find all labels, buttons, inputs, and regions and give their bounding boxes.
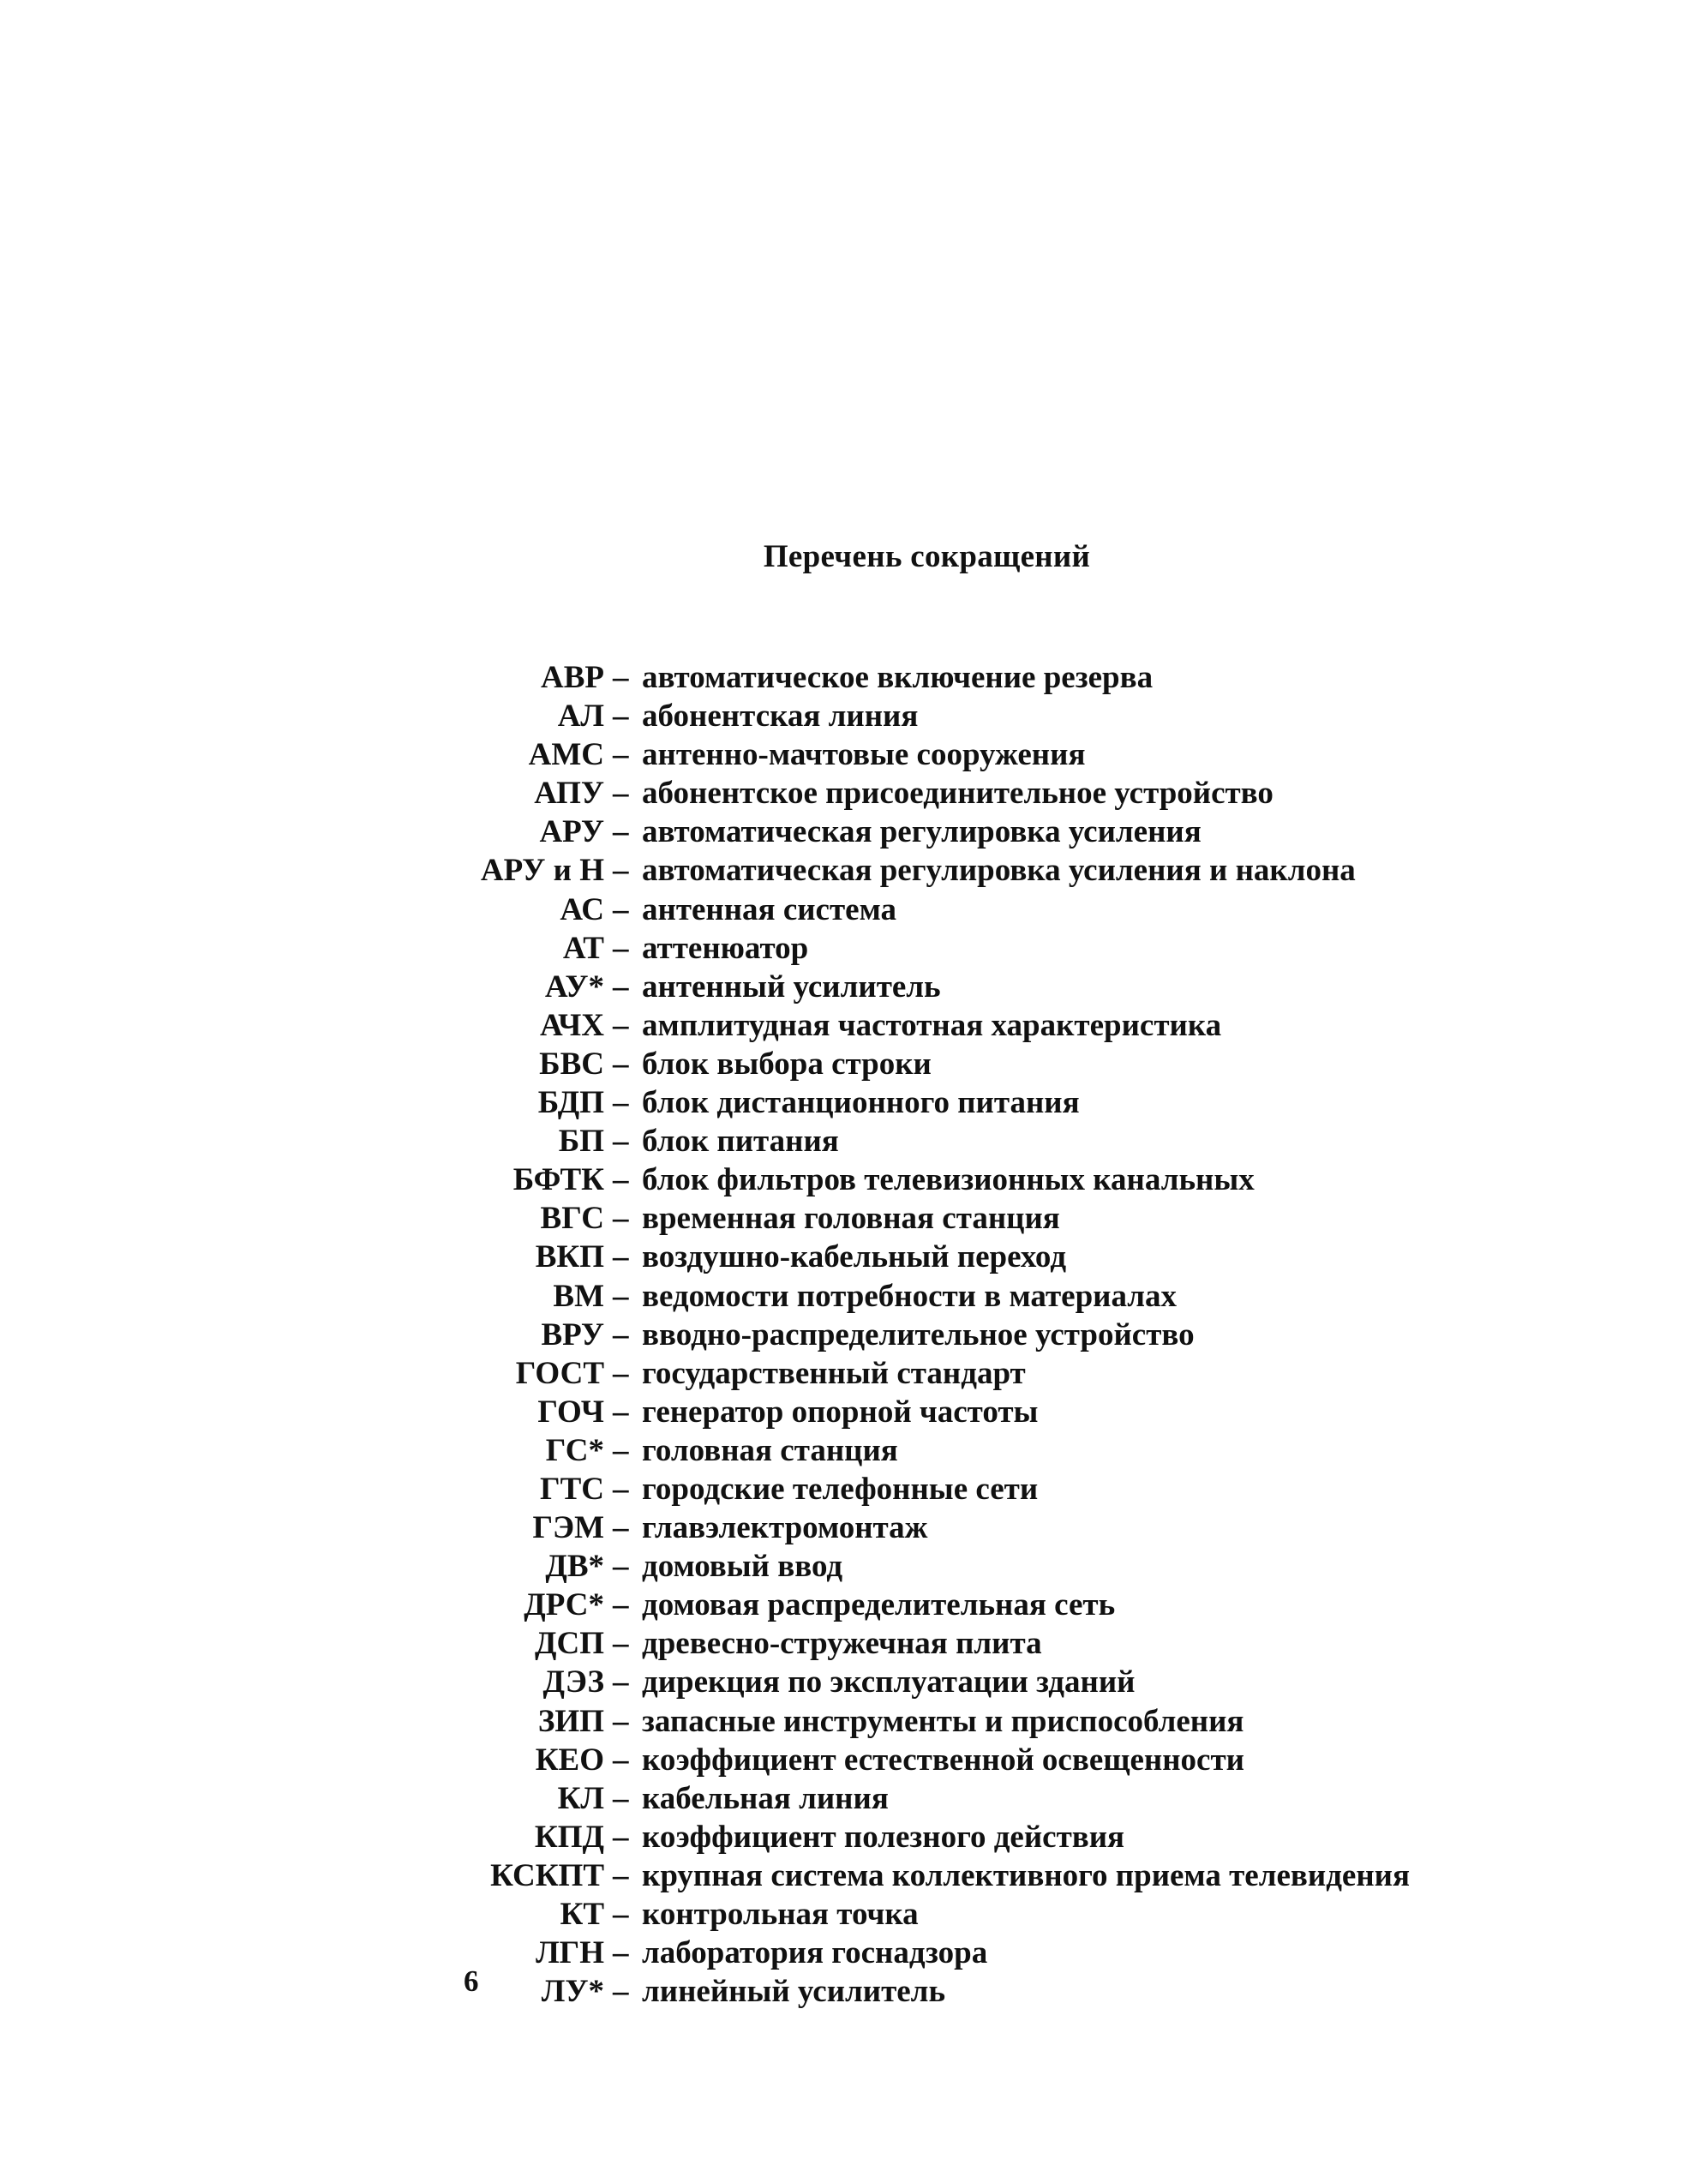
dash-separator: – xyxy=(613,891,629,927)
abbreviation-term: АЧХ xyxy=(540,1007,604,1043)
list-item xyxy=(0,1508,1708,1547)
dash-separator: – xyxy=(613,1742,629,1778)
list-item xyxy=(0,1779,1708,1818)
abbreviation-term: ГС* xyxy=(545,1432,604,1468)
list-item xyxy=(0,1006,1708,1045)
dash-separator: – xyxy=(613,1703,629,1739)
abbreviation-definition: дирекция по эксплуатации зданий xyxy=(642,1664,1136,1700)
dash-separator: – xyxy=(613,1085,629,1121)
abbreviation-term: ГОЧ xyxy=(537,1394,604,1430)
abbreviation-definition: антенный усилитель xyxy=(642,969,941,1005)
list-item xyxy=(0,1160,1708,1199)
dash-separator: – xyxy=(613,776,629,812)
list-item xyxy=(0,735,1708,774)
list-item xyxy=(0,1277,1708,1316)
dash-separator: – xyxy=(613,1549,629,1585)
dash-separator: – xyxy=(613,1007,629,1043)
abbreviation-term: ДЭЗ xyxy=(542,1664,604,1700)
abbreviation-definition: ведомости потребности в материалах xyxy=(642,1278,1178,1314)
dash-separator: – xyxy=(613,1819,629,1855)
abbreviation-term: АУ* xyxy=(544,969,604,1005)
list-item xyxy=(0,968,1708,1006)
dash-separator: – xyxy=(613,1394,629,1430)
dash-separator: – xyxy=(613,1201,629,1237)
abbreviation-definition: коэффициент полезного действия xyxy=(642,1819,1125,1855)
abbreviation-term: АВР xyxy=(541,660,604,695)
abbreviation-definition: головная станция xyxy=(642,1432,898,1468)
abbreviation-term: АС xyxy=(560,891,604,927)
abbreviation-term: ВРУ xyxy=(541,1316,604,1352)
abbreviation-term: ВМ xyxy=(553,1278,604,1314)
dash-separator: – xyxy=(613,699,629,735)
abbreviation-term: ВКП xyxy=(535,1239,604,1275)
abbreviation-term: ГЭМ xyxy=(532,1510,604,1546)
abbreviation-list xyxy=(0,658,1708,2011)
dash-separator: – xyxy=(613,1046,629,1082)
list-item xyxy=(0,658,1708,697)
list-item xyxy=(0,1083,1708,1122)
dash-separator: – xyxy=(613,1587,629,1623)
abbreviation-term: ЛГН xyxy=(536,1935,604,1971)
list-item xyxy=(0,1393,1708,1431)
list-item xyxy=(0,1856,1708,1895)
dash-separator: – xyxy=(613,1355,629,1391)
list-item xyxy=(0,1972,1708,2011)
list-item xyxy=(0,1663,1708,1701)
abbreviation-term: ЗИП xyxy=(537,1703,604,1739)
abbreviation-definition: автоматическая регулировка усиления и наклона xyxy=(642,853,1356,889)
abbreviation-definition: автоматическое включение резерва xyxy=(642,660,1154,695)
abbreviation-term: АЛ xyxy=(557,699,604,735)
list-item xyxy=(0,1199,1708,1238)
dash-separator: – xyxy=(613,1124,629,1160)
abbreviation-term: ДВ* xyxy=(545,1549,604,1585)
dash-separator: – xyxy=(613,1239,629,1275)
abbreviation-definition: домовый ввод xyxy=(642,1549,843,1585)
list-item xyxy=(0,1122,1708,1160)
abbreviation-term: КЕО xyxy=(535,1742,604,1778)
dash-separator: – xyxy=(613,1780,629,1816)
abbreviation-definition: контрольная точка xyxy=(642,1897,919,1932)
abbreviation-term: БДП xyxy=(537,1085,604,1121)
abbreviation-term: КТ xyxy=(560,1897,604,1932)
dash-separator: – xyxy=(613,660,629,695)
abbreviation-definition: линейный усилитель xyxy=(642,1974,946,2010)
abbreviation-term: ЛУ* xyxy=(541,1974,604,2010)
abbreviation-term: АРУ и Н xyxy=(480,853,604,889)
dash-separator: – xyxy=(613,1974,629,2010)
abbreviation-definition: древесно-стружечная плита xyxy=(642,1626,1042,1662)
list-item xyxy=(0,1431,1708,1470)
dash-separator: – xyxy=(613,1471,629,1507)
abbreviation-definition: запасные инструменты и приспособления xyxy=(642,1703,1244,1739)
abbreviation-term: АРУ xyxy=(539,814,604,850)
dash-separator: – xyxy=(613,969,629,1005)
abbreviation-term: БВС xyxy=(539,1046,604,1082)
abbreviation-term: КЛ xyxy=(557,1780,604,1816)
list-item xyxy=(0,1741,1708,1779)
list-item xyxy=(0,891,1708,929)
dash-separator: – xyxy=(613,1162,629,1198)
abbreviation-term: ДСП xyxy=(535,1626,604,1662)
dash-separator: – xyxy=(613,1857,629,1893)
abbreviation-term: АМС xyxy=(528,737,604,773)
abbreviation-definition: амплитудная частотная характеристика xyxy=(642,1007,1222,1043)
dash-separator: – xyxy=(613,1664,629,1700)
dash-separator: – xyxy=(613,814,629,850)
abbreviation-term: ДРС* xyxy=(524,1587,604,1623)
abbreviation-definition: автоматическая регулировка усиления xyxy=(642,814,1202,850)
abbreviation-definition: вводно-распределительное устройство xyxy=(642,1316,1195,1352)
abbreviation-term: ВГС xyxy=(540,1201,604,1237)
abbreviation-definition: блок фильтров телевизионных канальных xyxy=(642,1162,1255,1198)
list-item xyxy=(0,1624,1708,1663)
list-item xyxy=(0,1354,1708,1393)
list-item xyxy=(0,774,1708,813)
abbreviation-definition: лаборатория госнадзора xyxy=(642,1935,988,1971)
abbreviation-definition: абонентская линия xyxy=(642,699,919,735)
list-item xyxy=(0,813,1708,851)
abbreviation-definition: коэффициент естественной освещенности xyxy=(642,1742,1244,1778)
abbreviation-definition: крупная система коллективного приема телевидения xyxy=(642,1857,1411,1893)
abbreviation-definition: абонентское присоединительное устройство xyxy=(642,776,1274,812)
list-item xyxy=(0,1547,1708,1586)
abbreviation-definition: городские телефонные сети xyxy=(642,1471,1039,1507)
dash-separator: – xyxy=(613,1935,629,1971)
abbreviation-definition: антенно-мачтовые сооружения xyxy=(642,737,1086,773)
abbreviation-term: АПУ xyxy=(534,776,604,812)
list-item xyxy=(0,697,1708,735)
dash-separator: – xyxy=(613,1626,629,1662)
abbreviation-term: ГОСТ xyxy=(515,1355,604,1391)
abbreviation-definition: кабельная линия xyxy=(642,1780,889,1816)
list-item xyxy=(0,1934,1708,1972)
abbreviation-definition: аттенюатор xyxy=(642,930,809,966)
abbreviation-definition: блок дистанционного питания xyxy=(642,1085,1080,1121)
abbreviation-definition: генератор опорной частоты xyxy=(642,1394,1039,1430)
abbreviation-term: КСКПТ xyxy=(490,1857,604,1893)
list-item xyxy=(0,851,1708,890)
dash-separator: – xyxy=(613,1510,629,1546)
dash-separator: – xyxy=(613,1897,629,1932)
abbreviation-definition: антенная система xyxy=(642,891,897,927)
abbreviation-term: БФТК xyxy=(512,1162,604,1198)
abbreviation-definition: домовая распределительная сеть xyxy=(642,1587,1116,1623)
abbreviation-definition: блок питания xyxy=(642,1124,839,1160)
dash-separator: – xyxy=(613,737,629,773)
abbreviation-definition: главэлектромонтаж xyxy=(642,1510,928,1546)
dash-separator: – xyxy=(613,1278,629,1314)
abbreviation-term: АТ xyxy=(562,930,604,966)
abbreviation-definition: воздушно-кабельный переход xyxy=(642,1239,1067,1275)
list-item xyxy=(0,1238,1708,1276)
dash-separator: – xyxy=(613,853,629,889)
page-number: 6 xyxy=(464,1964,479,1998)
list-item xyxy=(0,1895,1708,1934)
dash-separator: – xyxy=(613,1432,629,1468)
list-item xyxy=(0,1702,1708,1741)
page-title: Перечень сокращений xyxy=(763,539,1091,574)
list-item xyxy=(0,1818,1708,1856)
list-item xyxy=(0,1316,1708,1354)
list-item xyxy=(0,929,1708,968)
list-item xyxy=(0,1586,1708,1624)
list-item xyxy=(0,1045,1708,1083)
abbreviation-definition: государственный стандарт xyxy=(642,1355,1026,1391)
abbreviation-definition: блок выбора строки xyxy=(642,1046,932,1082)
dash-separator: – xyxy=(613,1316,629,1352)
list-item xyxy=(0,1470,1708,1508)
abbreviation-term: ГТС xyxy=(540,1471,604,1507)
abbreviation-term: КПД xyxy=(534,1819,604,1855)
dash-separator: – xyxy=(613,930,629,966)
abbreviation-term: БП xyxy=(558,1124,604,1160)
abbreviation-definition: временная головная станция xyxy=(642,1201,1060,1237)
